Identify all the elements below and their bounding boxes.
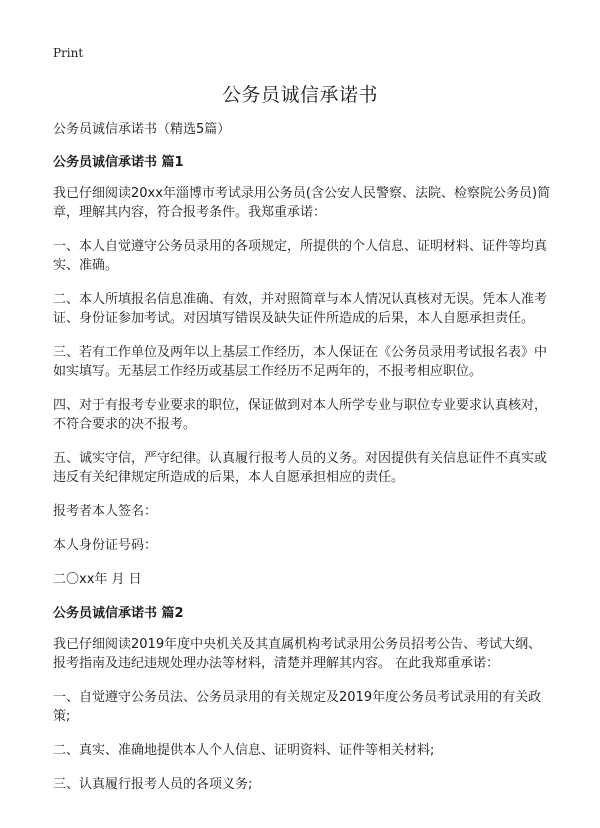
paragraph: 二、本人所填报名信息准确、有效，并对照简章与本人情况认真核对无误。凭本人准考证、身份证参加考试。对因填写错误及缺失证件所造成的后果，本人自愿承担责任。 — [53, 292, 548, 326]
page-title: 公务员诚信承诺书 — [221, 84, 378, 106]
paragraph: 三、若有工作单位及两年以上基层工作经历，本人保证在《公务员录用考试报名表》中如实填写。无基层工作经历或基层工作经历不足两年的，不报考相应职位。 — [53, 345, 548, 379]
paragraph: 一、本人自觉遵守公务员录用的各项规定，所提供的个人信息、证明材料、证件等均真实、准确。 — [53, 239, 548, 273]
section-heading: 公务员诚信承诺书 篇1 — [53, 155, 184, 170]
id-number-line: 本人身份证号码： — [53, 538, 158, 553]
date-line: 二〇xx年 月 日 — [53, 572, 142, 587]
paragraph: 二、真实、准确地提供本人个人信息、证明资料、证件等相关材料; — [53, 743, 435, 758]
paragraph: 一、自觉遵守公务员法、公务员录用的有关规定及2019年度公务员考试录用的有关政策; — [53, 690, 542, 724]
paragraph: 四、对于有报考专业要求的职位，保证做到对本人所学专业与职位专业要求认真核对，不符合要求的决不报考。 — [53, 398, 548, 432]
paragraph: 我已仔细阅读20xx年淄博市考试录用公务员(含公安人民警察、法院、检察院公务员)简章，理解其内容，符合报考条件。我郑重承诺： — [53, 186, 551, 220]
paragraph: 我已仔细阅读2019年度中央机关及其直属机构考试录用公务员招考公告、考试大纲、报考指南及违纪违规处理办法等材料，清楚并理解其内容。 在此我郑重承诺： — [53, 637, 542, 671]
print-link[interactable]: Print — [53, 46, 84, 60]
document-subtitle: 公务员诚信承诺书（精选5篇） — [53, 122, 231, 137]
paragraph: 三、认真履行报考人员的各项义务; — [53, 777, 253, 792]
section-heading: 公务员诚信承诺书 篇2 — [53, 606, 184, 621]
signature-line: 报考者本人签名： — [53, 504, 158, 519]
paragraph: 五、诚实守信，严守纪律。认真履行报考人员的义务。对因提供有关信息证件不真实或违反有关纪律规定所造成的后果，本人自愿承担相应的责任。 — [53, 451, 548, 485]
document-body — [53, 120, 553, 809]
